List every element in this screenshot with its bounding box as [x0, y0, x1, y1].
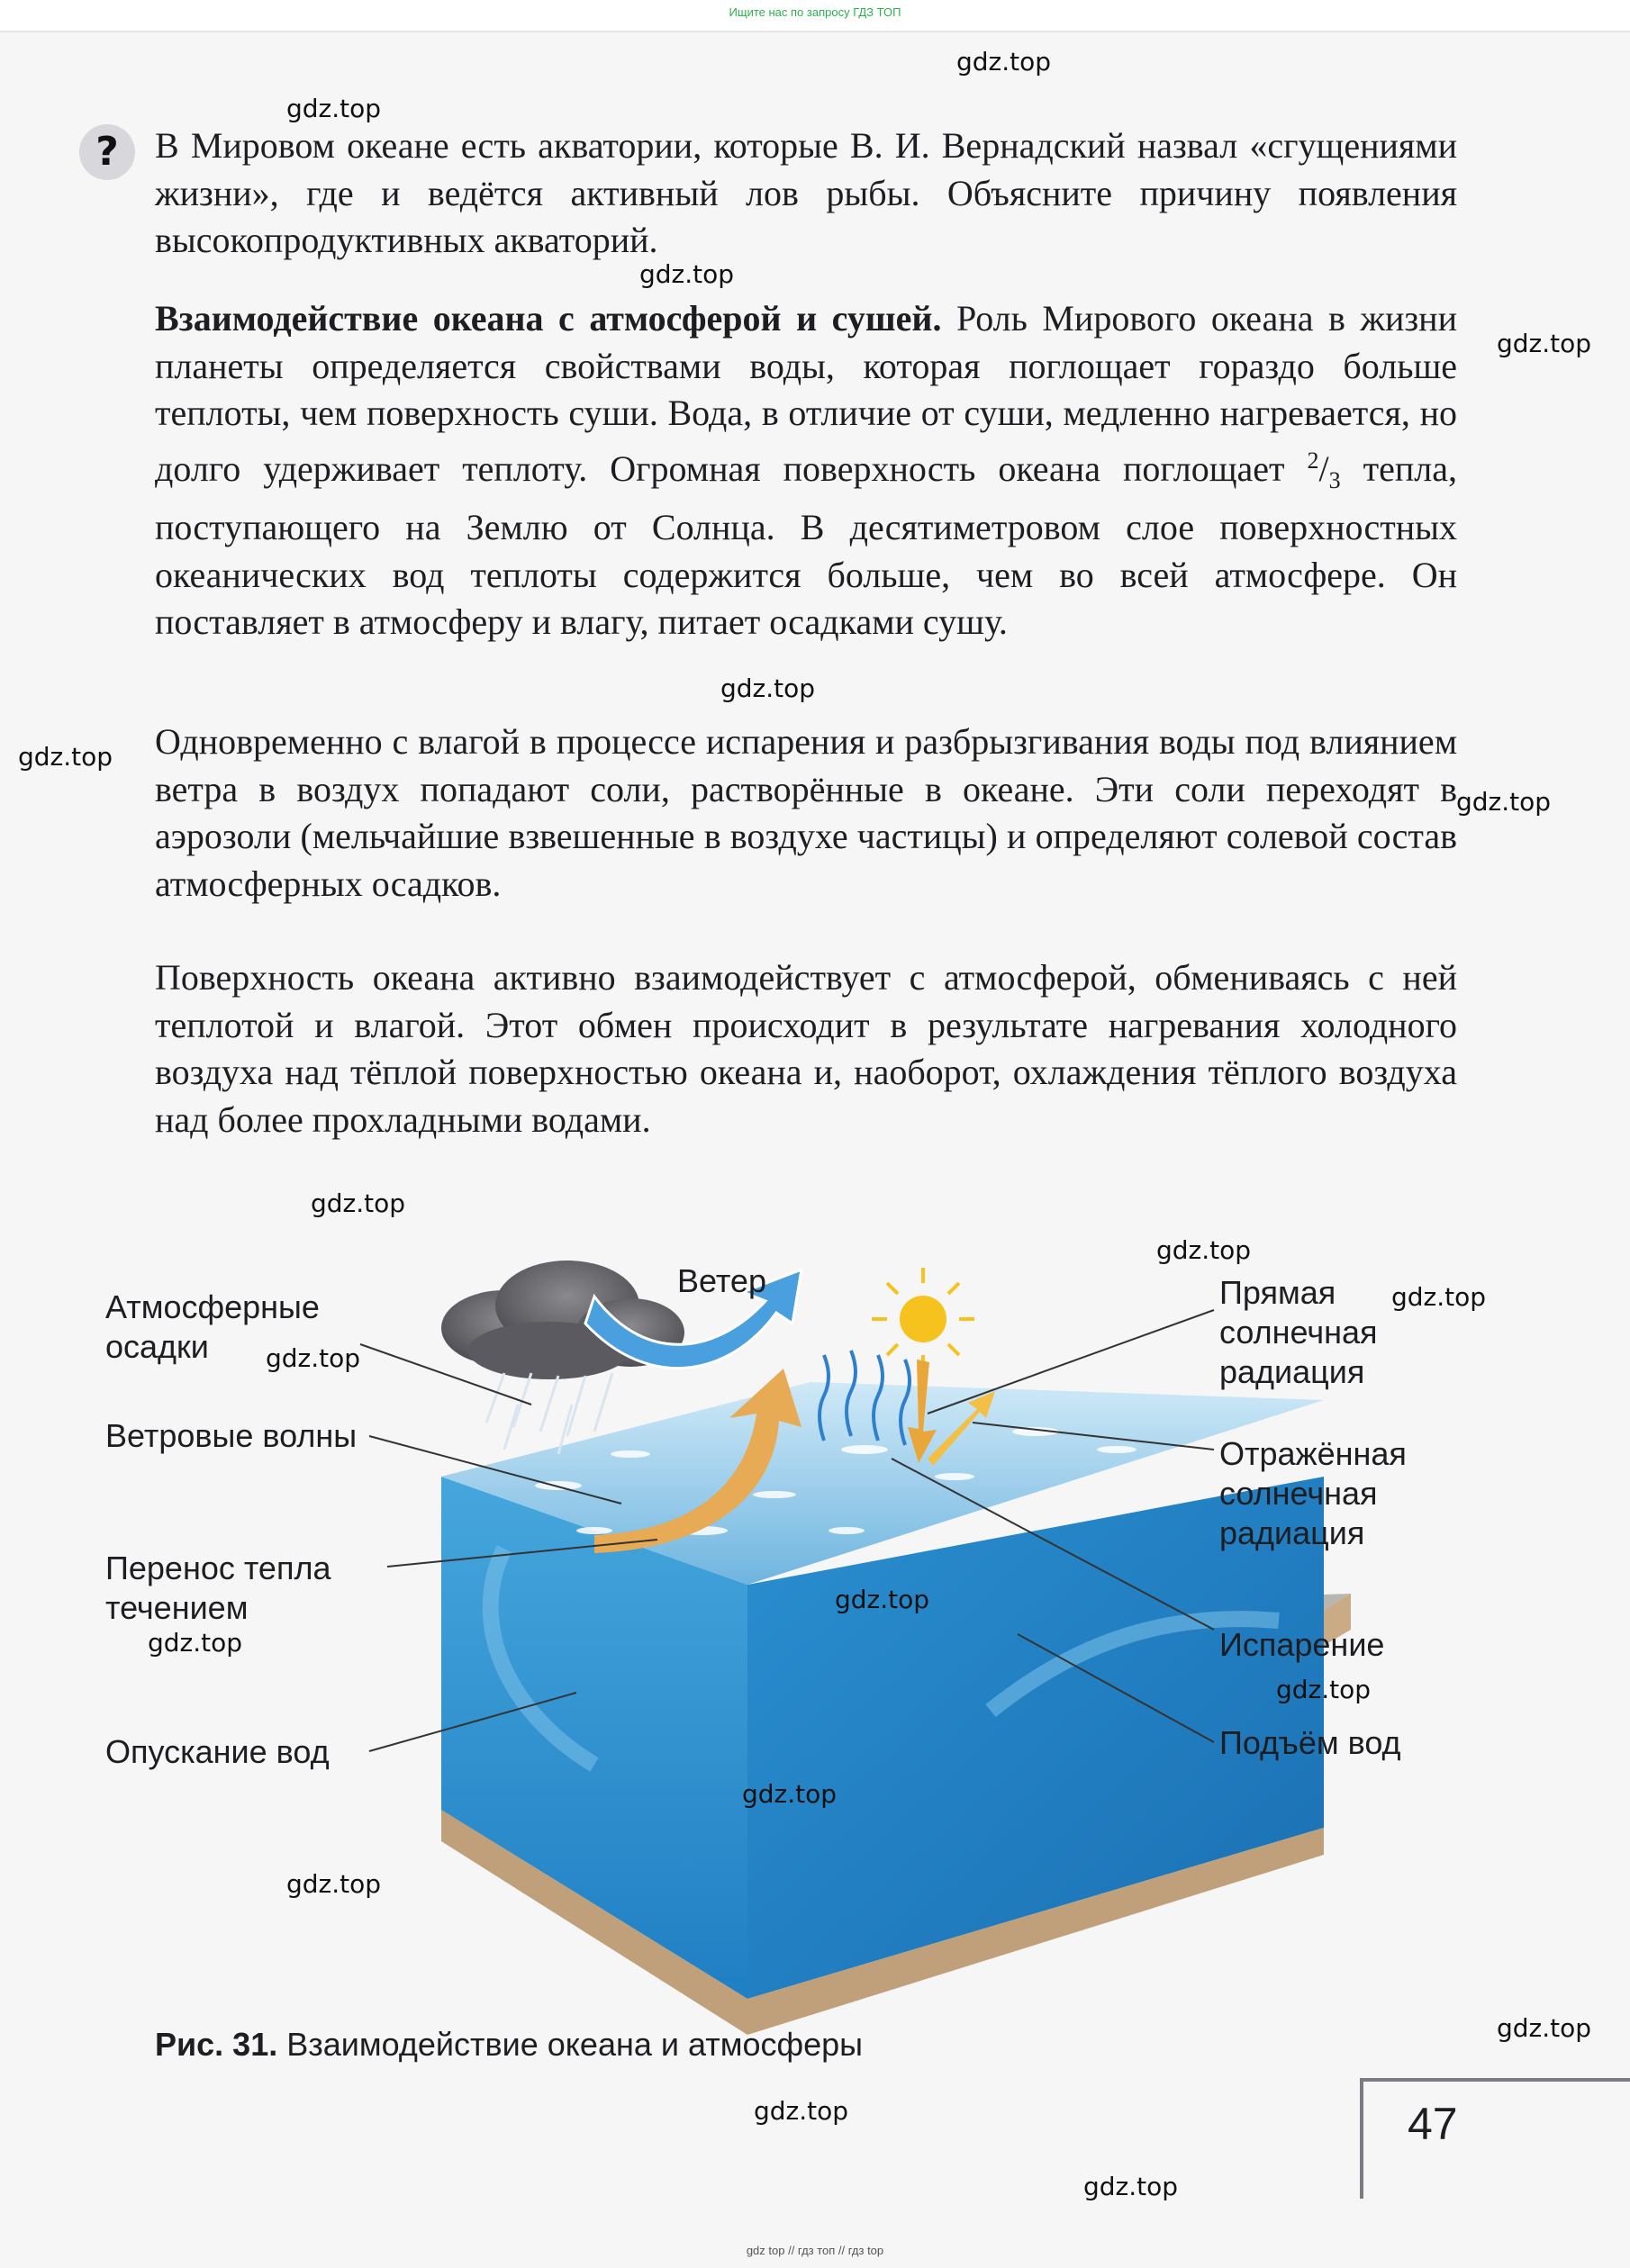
label-reflected-radiation-3: радиация: [1219, 1514, 1365, 1551]
label-heat-transfer-1: Перенос тепла: [105, 1550, 331, 1586]
label-wind-waves: Ветровые волны: [105, 1417, 358, 1454]
question-mark-icon: ?: [79, 124, 135, 180]
watermark: gdz.top: [1497, 329, 1592, 358]
page-number: 47: [1408, 2099, 1458, 2149]
question-line-1: В Мировом океане есть акватории, которые В. И. Вернадский: [155, 125, 1126, 166]
watermark: gdz.top: [1276, 1675, 1372, 1704]
question-line-3: Объясните причину появления высокопродуктивных акваторий.: [155, 172, 1457, 260]
top-banner-text[interactable]: Ищите нас по запросу ГДЗ ТОП: [729, 5, 901, 19]
watermark: gdz.top: [311, 1188, 406, 1218]
paragraph-1-lead: Роль Мирового океана в жизни планеты определяется свойствами воды, которая поглощает гораздо больше теплоты, чем поверхность суши. Вода, в отличие от суши, медленно нагревается, но долго удерживает теплоту. Огромная поверхность океана поглощает: [155, 298, 1457, 489]
page-number-frame: [1360, 2078, 1630, 2199]
fraction-separator: /: [1318, 447, 1329, 489]
paragraph-2-text: Одновременно с влагой в процессе испарения и разбрызгивания воды под влиянием ветра в воздух попадают соли, растворённые в океане. Эти соли переходят в аэрозоли (мельчайшие взвешенные в воздухе частицы) и определяют солевой состав атмосферных осадков.: [155, 721, 1457, 904]
watermark: gdz.top: [742, 1779, 838, 1809]
label-heat-transfer-2: течением: [105, 1589, 249, 1626]
label-direct-radiation-3: радиация: [1219, 1353, 1365, 1390]
watermark: gdz.top: [1083, 2172, 1179, 2201]
paragraph-3-text: Поверхность океана активно взаимодействует с атмосферой, обмениваясь с ней теплотой и влагой. Этот обмен происходит в результате нагревания холодного воздуха над тёплой поверхностью океана и, наоборот, охлаждения тёплого воздуха над более прохладными водами.: [155, 957, 1457, 1140]
label-direct-radiation-2: солнечная: [1219, 1314, 1378, 1351]
label-precipitation-1: Атмосферные: [105, 1288, 320, 1325]
watermark: gdz.top: [639, 259, 735, 289]
fraction-numerator: 2: [1307, 447, 1319, 474]
section-heading: Взаимодействие океана с атмосферой и сушей.: [155, 298, 942, 339]
sun-icon: [872, 1268, 974, 1370]
paragraph-1-tail: тепла, поступающего на Землю от Солнца. В десятиметровом слое поверхностных океанических вод теплоты содержится больше, чем во всей атмосфере. Он поставляет в атмосферу и влагу, питает осадками сушу.: [155, 447, 1457, 642]
watermark: gdz.top: [754, 2096, 849, 2126]
watermark: gdz.top: [1497, 2013, 1592, 2043]
label-evaporation: Испарение: [1219, 1626, 1385, 1663]
label-upwelling: Подъём вод: [1219, 1724, 1401, 1761]
footer-text: gdz top // гдз топ // гдз top: [746, 2244, 884, 2257]
watermark: gdz.top: [1156, 1235, 1252, 1265]
watermark: gdz.top: [266, 1343, 361, 1373]
watermark: gdz.top: [18, 742, 113, 772]
figure-caption: [155, 2026, 863, 2064]
label-wind: Ветер: [677, 1262, 766, 1299]
watermark: gdz.top: [286, 94, 382, 123]
label-downwelling: Опускание вод: [105, 1733, 330, 1770]
label-direct-radiation-1: Прямая: [1219, 1274, 1336, 1311]
label-reflected-radiation-2: солнечная: [1219, 1475, 1378, 1512]
watermark: gdz.top: [1391, 1282, 1487, 1312]
label-reflected-radiation-1: Отражённая: [1219, 1435, 1407, 1472]
figure-caption-text: Взаимодействие океана и атмосферы: [286, 2026, 864, 2063]
watermark: gdz.top: [148, 1628, 243, 1658]
watermark: gdz.top: [956, 47, 1052, 77]
watermark: gdz.top: [286, 1869, 382, 1899]
watermark: gdz.top: [1456, 787, 1552, 817]
watermark: gdz.top: [835, 1585, 930, 1614]
label-precipitation-2: осадки: [105, 1328, 209, 1365]
figure-caption-number: Рис. 31.: [155, 2026, 278, 2063]
question-line-2: назвал «сгущениями жизни», где и ведётся активный лов рыбы.: [155, 125, 1458, 213]
fraction-denominator: 3: [1328, 466, 1341, 493]
watermark: gdz.top: [720, 673, 816, 703]
